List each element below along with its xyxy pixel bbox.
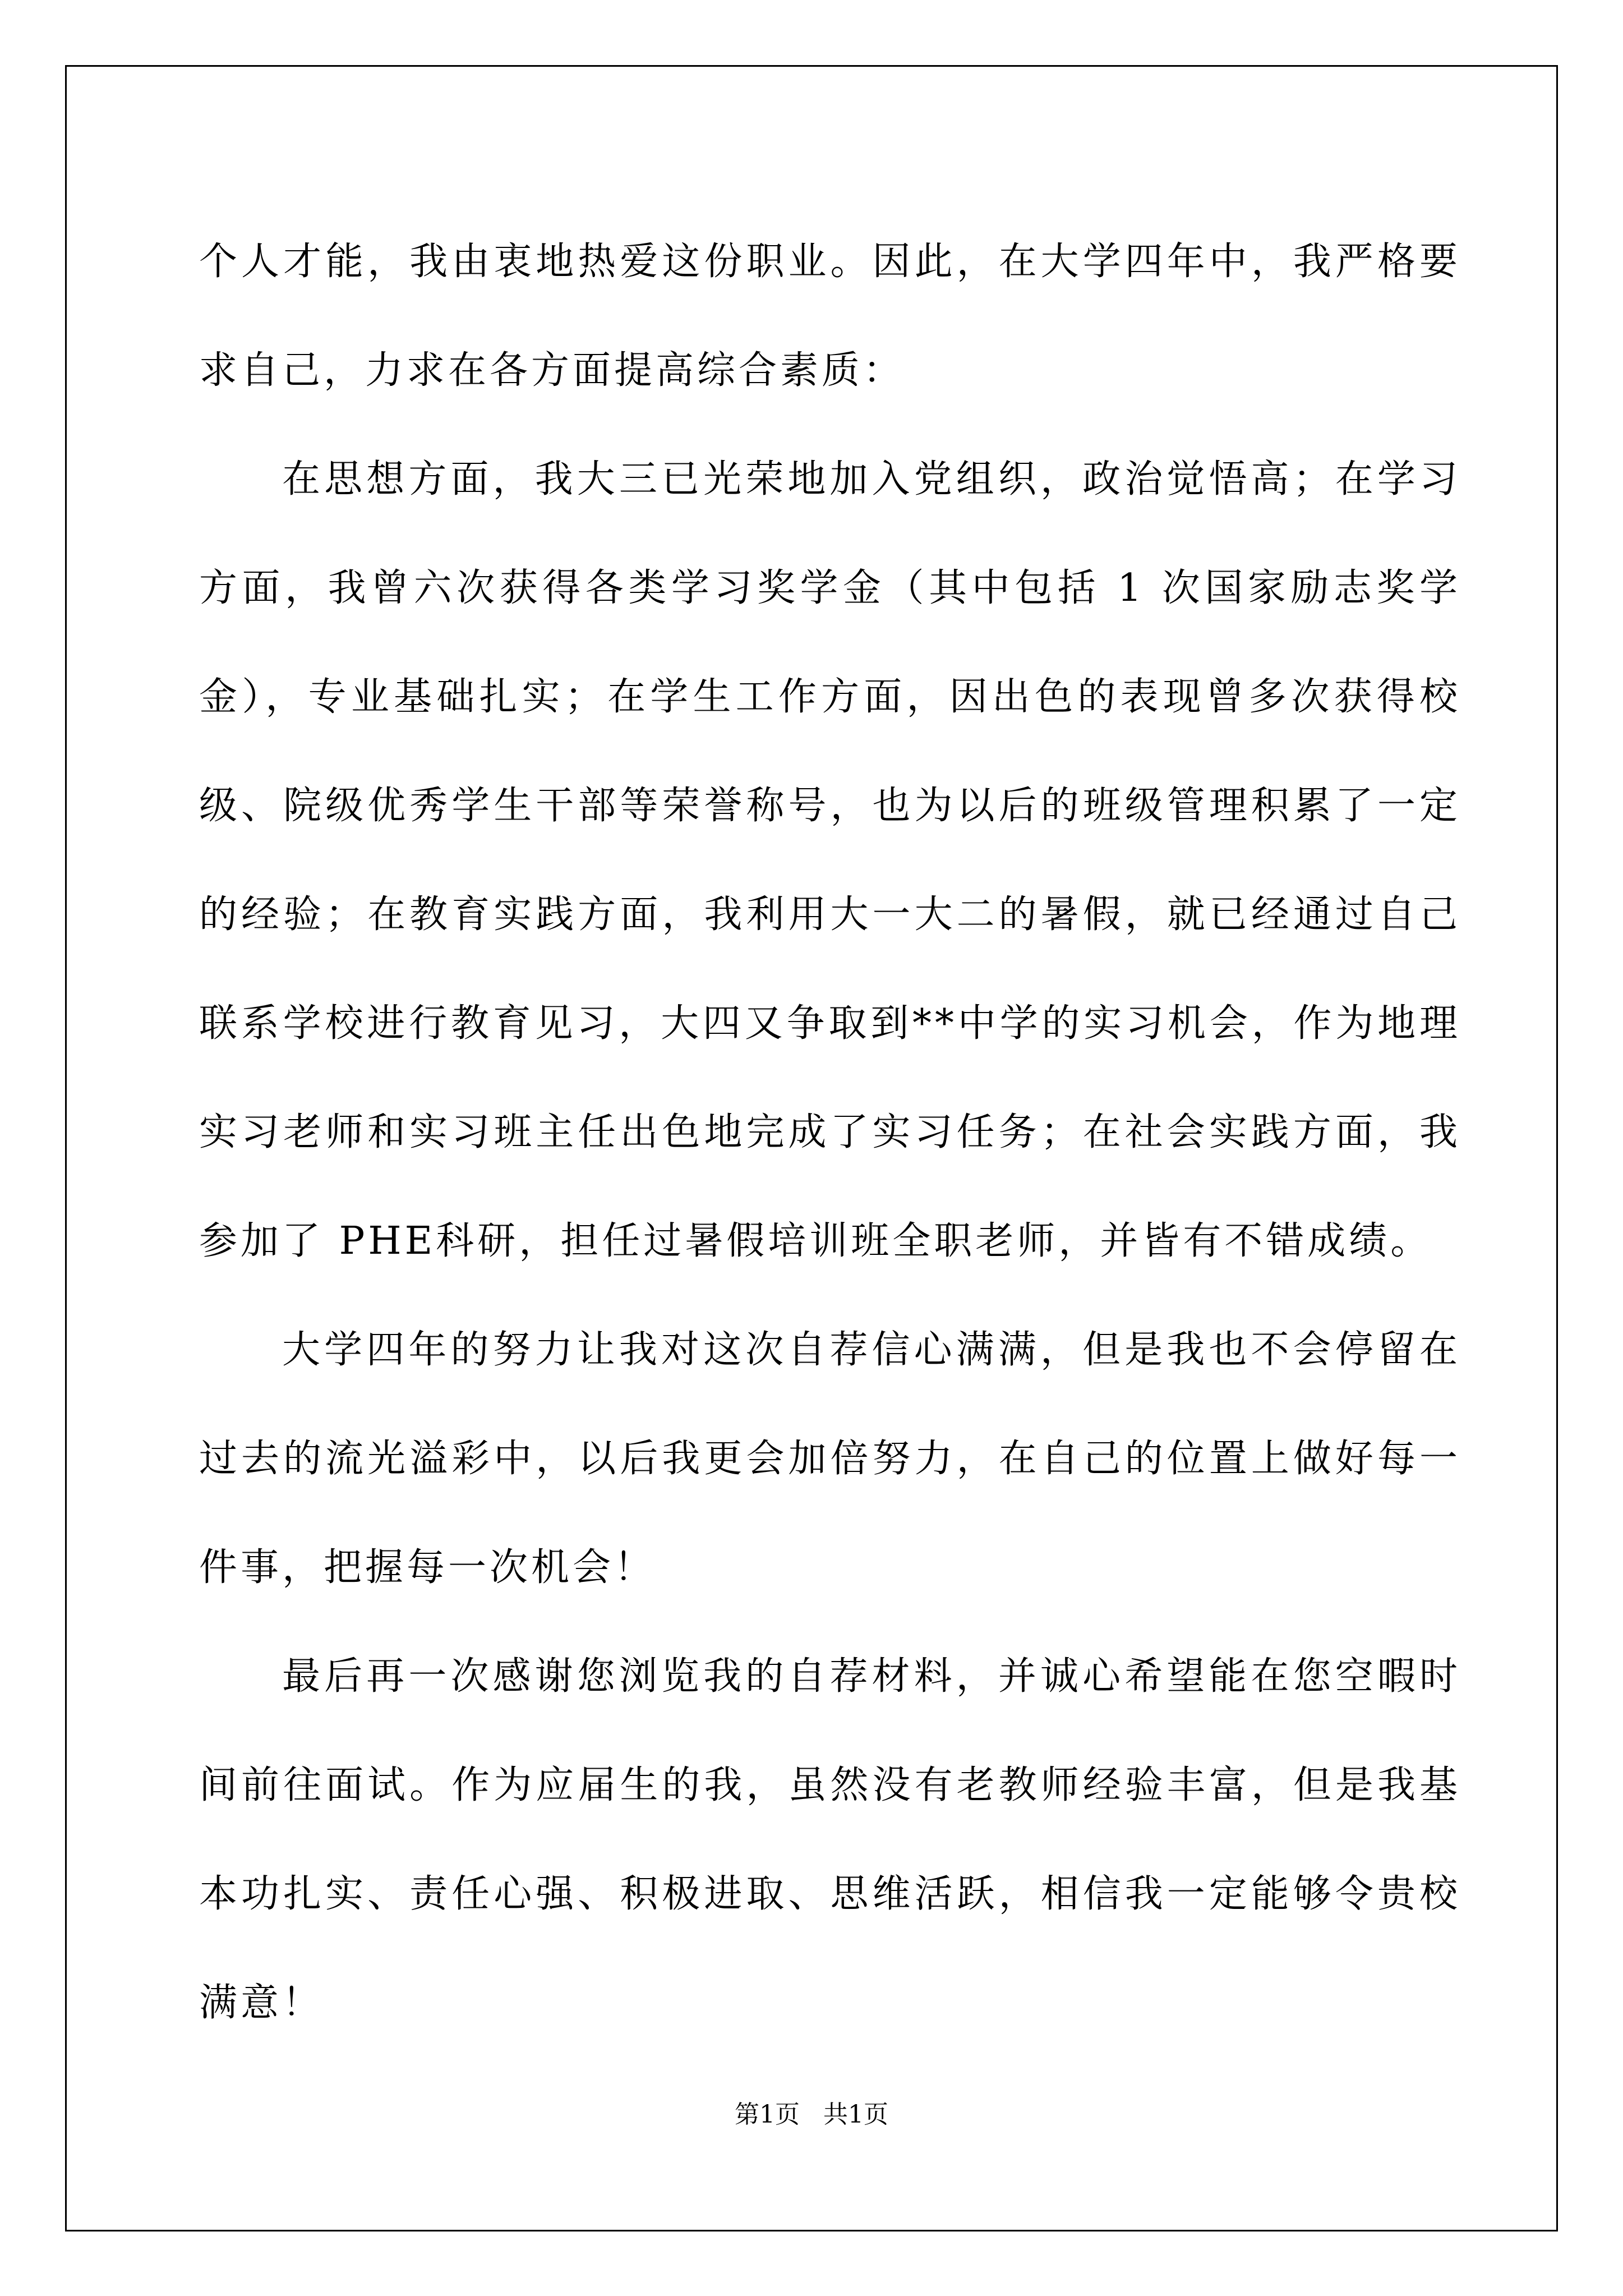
paragraph-1: 个人才能，我由衷地热爱这份职业。因此，在大学四年中，我严格要求自己，力求在各方面提高综合素质： [199,240,1461,393]
paragraph-3: 大学四年的努力让我对这次自荐信心满满，但是我也不会停留在过去的流光溢彩中，以后我更会加倍努力，在自己的位置上做好每一件事，把握每一次机会！ [199,1328,1461,1590]
page-total: 共1页 [823,2100,888,2129]
page-footer [0,2098,1623,2132]
paragraph-4: 最后再一次感谢您浏览我的自荐材料，并诚心希望能在您空暇时间前往面试。作为应届生的我，虽然没有老教师经验丰富，但是我基本功扎实、责任心强、积极进取、思维活跃，相信我一定能够令贵校满意！ [199,1654,1461,2025]
paragraph-2: 在思想方面，我大三已光荣地加入党组织，政治觉悟高；在学习方面，我曾六次获得各类学习奖学金（其中包括 1 次国家励志奖学金），专业基础扎实；在学生工作方面，因出色的表现曾多次获得校级、院级优秀学生干部等荣誉称号，也为以后的班级管理积累了一定的经验；在教育实践方面，我利用大一大二的暑假，就已经通过自己联系学校进行教育见习，大四又争取到**中学的实习机会，作为地理实习老师和实习班主任出色地完成了实习任务；在社会实践方面，我参加了 PHE科研，担任过暑假培训班全职老师，并皆有不错成绩。 [199,457,1461,1263]
page-number: 第1页 [735,2100,800,2129]
document-body [199,208,1461,2058]
